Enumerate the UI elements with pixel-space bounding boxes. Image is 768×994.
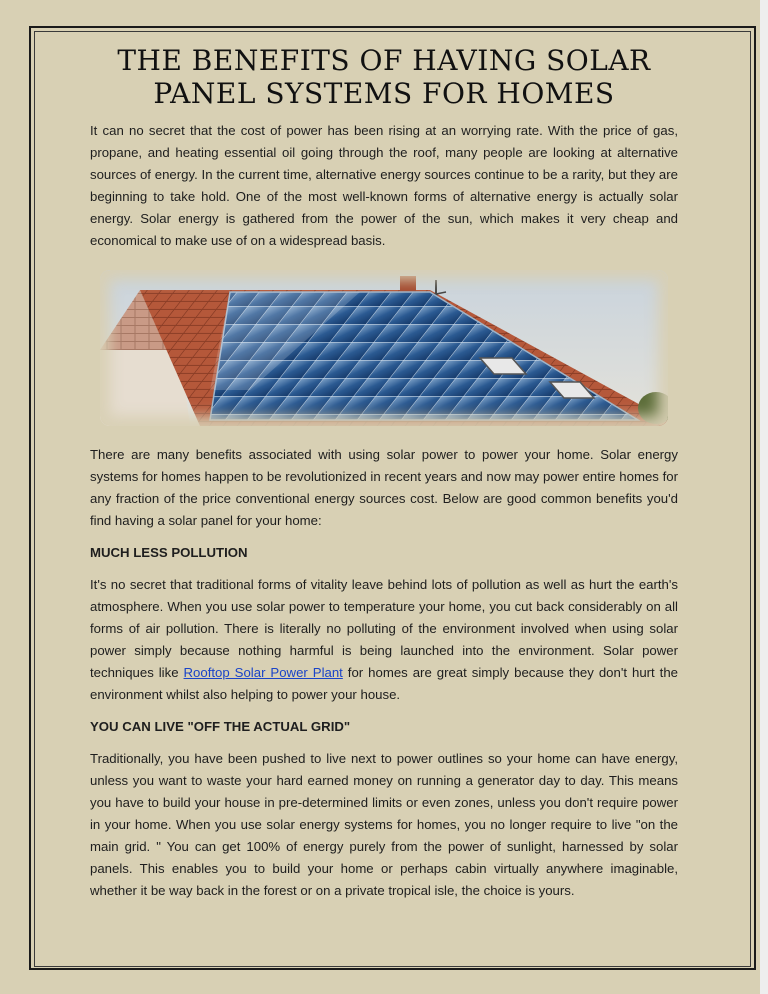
intro-paragraph: It can no secret that the cost of power has been rising at an worrying rate. With the price of gas, propane, and heating essential oil going through the roof, many people are looking at alternative sources of energy. In the current time, alternative energy sources continue to be a rarity, but they are beginning to take hold. One of the most well-known forms of alternative energy is actually solar energy. Solar energy is gathered from the power of the sun, which makes it very cheap and economical to make use of on a widespread basis. [90, 123, 678, 248]
rooftop-solar-link[interactable]: Rooftop Solar Power Plant [183, 665, 343, 680]
page-edge [760, 0, 768, 994]
benefits-intro-paragraph: There are many benefits associated with using solar power to power your home. Solar energy systems for homes happen to be revolutionized in recent years and now may power entire homes for any fraction of the price conventional energy sources cost. Below are good common benefits you'd find having a solar panel for your home: [90, 447, 678, 528]
page-title [90, 44, 678, 110]
pollution-text-after: for homes are great simply because they don't hurt the environment whilst also helping to power your house. [90, 665, 679, 702]
document-content [90, 44, 678, 902]
section-heading-pollution: MUCH LESS POLLUTION [90, 545, 248, 560]
solar-roof-photo [100, 270, 668, 426]
title-line-1: THE BENEFITS OF HAVING SOLAR [117, 44, 651, 77]
off-grid-paragraph: Traditionally, you have been pushed to live next to power outlines so your home can have energy, unless you want to waste your hard earned money on running a generator day to day. This means you have to build your house in pre-determined limits or even zones, unless you don't require power in your home. When you use solar energy systems for homes, you no longer require to live "on the main grid. " You can get 100% of energy purely from the power of sunlight, harnessed by solar panels. This enables you to build your home or perhaps cabin virtually anywhere imaginable, whether it be way back in the forest or on a private tropical isle, the choice is yours. [90, 751, 678, 898]
pollution-text-before: It's no secret that traditional forms of vitality leave behind lots of pollution as well as hurt the earth's atmosphere. When you use solar power to temperature your home, you cut back considerably on all forms of air pollution. There is literally no polluting of the environment involved when using solar power simply because nothing harmful is being launched into the environment. Solar power techniques like [90, 577, 678, 680]
title-line-2: PANEL SYSTEMS FOR HOMES [153, 77, 615, 110]
solar-roof-illustration [100, 270, 668, 426]
section-heading-off-grid: YOU CAN LIVE "OFF THE ACTUAL GRID" [90, 719, 351, 734]
pollution-paragraph [90, 574, 678, 706]
